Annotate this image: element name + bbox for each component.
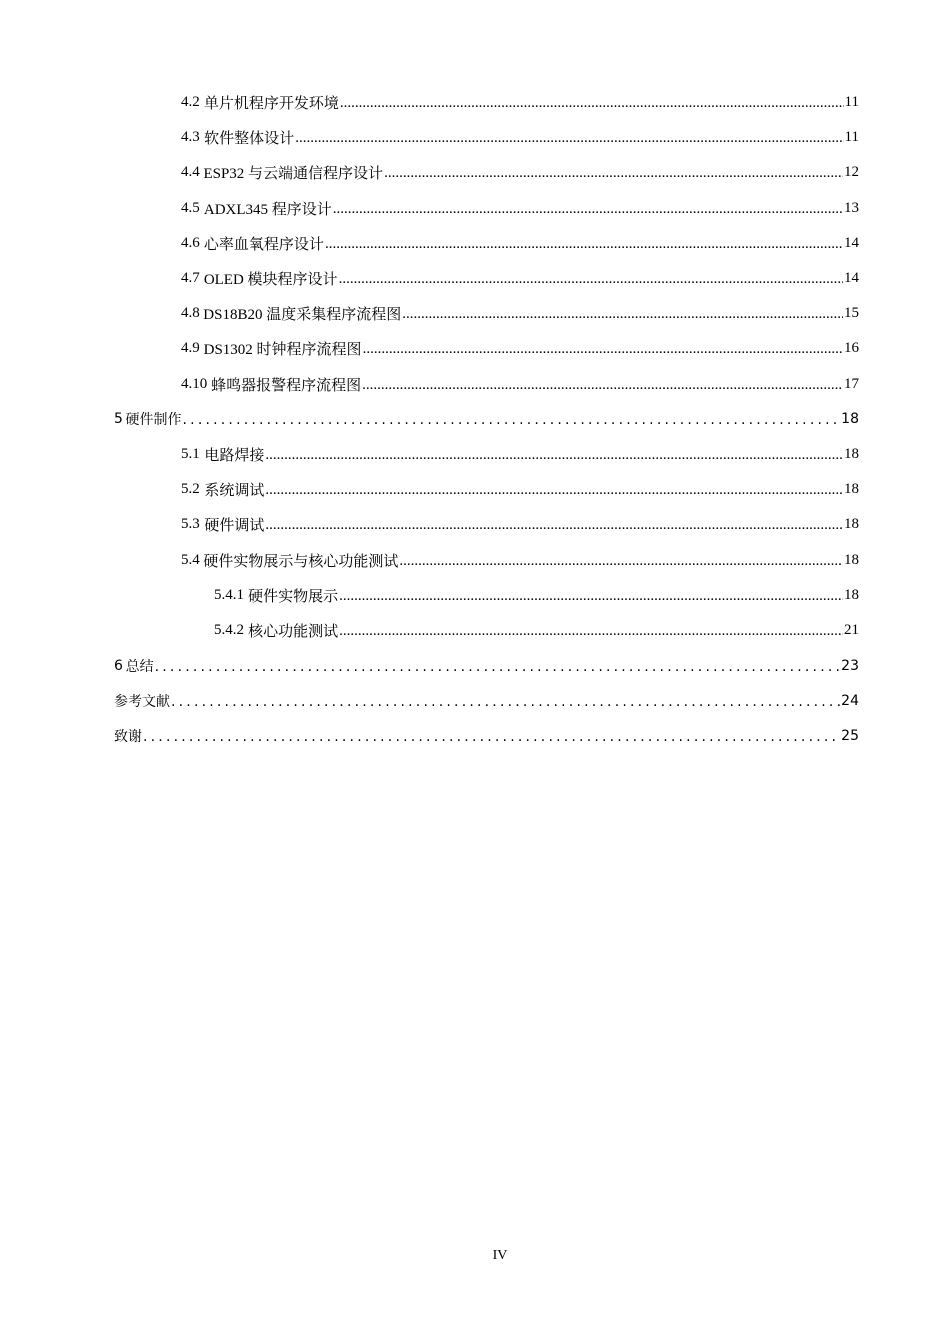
toc-entry-page-number: 23: [841, 657, 859, 674]
toc-dot-leader: [339, 589, 843, 604]
toc-entry-page-number: 21: [844, 621, 859, 638]
toc-entry[interactable]: [0, 683, 950, 718]
toc-entry-page-number: 11: [844, 129, 859, 146]
toc-entry[interactable]: [0, 472, 950, 507]
table-of-contents: [0, 85, 950, 754]
toc-dot-leader: [339, 624, 843, 639]
toc-dot-leader: [362, 378, 843, 393]
toc-entry-title: 硬件实物展示与核心功能测试: [203, 553, 399, 570]
toc-entry-title: 蜂鸣器报警程序流程图: [211, 377, 362, 394]
toc-entry-title: ESP32 与云端通信程序设计: [203, 166, 384, 183]
toc-dot-leader: [384, 166, 843, 181]
toc-entry-page-number: 15: [844, 305, 859, 322]
toc-entry-page-number: 18: [844, 445, 859, 462]
toc-dot-leader: [265, 448, 843, 463]
toc-entry[interactable]: [0, 718, 950, 753]
toc-entry-number: 4.7: [181, 270, 200, 287]
toc-entry-number: 4.9: [181, 340, 200, 357]
toc-entry[interactable]: [0, 155, 950, 190]
toc-entry-title: 致谢: [114, 728, 142, 745]
toc-entry-number: 4.6: [181, 234, 200, 251]
toc-dot-leader: [265, 483, 843, 498]
toc-entry[interactable]: [0, 578, 950, 613]
toc-entry-title: 单片机程序开发环境: [203, 96, 339, 113]
toc-entry[interactable]: [0, 331, 950, 366]
toc-dot-leader: [183, 413, 841, 427]
toc-dot-leader: [295, 131, 843, 146]
toc-entry[interactable]: [0, 648, 950, 683]
toc-entry-page-number: 18: [844, 516, 859, 533]
toc-entry-title: 心率血氧程序设计: [203, 236, 324, 253]
toc-entry-number: 5.2: [181, 481, 200, 498]
toc-entry[interactable]: [0, 367, 950, 402]
toc-dot-leader: [340, 96, 844, 111]
toc-entry[interactable]: [0, 191, 950, 226]
toc-dot-leader: [325, 237, 843, 252]
toc-entry[interactable]: [0, 542, 950, 577]
toc-entry-title: 硬件调试: [204, 518, 265, 535]
toc-entry-page-number: 14: [844, 234, 859, 251]
toc-entry[interactable]: [0, 507, 950, 542]
toc-entry-page-number: 25: [841, 727, 859, 744]
toc-entry-number: 5.4.1: [214, 586, 244, 603]
toc-entry-number: 5.3: [181, 516, 200, 533]
toc-entry-page-number: 18: [844, 586, 859, 603]
toc-dot-leader: [339, 272, 843, 287]
toc-entry-page-number: 18: [841, 411, 859, 428]
toc-dot-leader: [265, 518, 843, 533]
toc-entry-title: OLED 模块程序设计: [203, 272, 338, 289]
toc-entry-number: 5.4.2: [214, 621, 244, 638]
toc-entry-page-number: 11: [844, 94, 859, 111]
toc-entry-number: 4.3: [181, 129, 200, 146]
toc-entry-number: 6: [114, 657, 123, 674]
toc-dot-leader: [155, 660, 841, 674]
toc-entry-number: 4.5: [181, 199, 200, 216]
toc-entry-title: 总结: [125, 658, 154, 675]
page-number-footer: IV: [492, 1248, 508, 1263]
toc-entry-title: ADXL345 程序设计: [203, 201, 332, 218]
toc-dot-leader: [171, 695, 840, 709]
toc-entry-number: 4.4: [181, 164, 200, 181]
toc-entry[interactable]: [0, 226, 950, 261]
toc-entry-title: 电路焊接: [204, 447, 265, 464]
toc-entry-title: 软件整体设计: [204, 131, 295, 148]
toc-entry[interactable]: [0, 120, 950, 155]
toc-entry-number: 4.10: [181, 375, 208, 392]
toc-entry-number: 5.1: [181, 445, 200, 462]
toc-entry-page-number: 17: [844, 375, 859, 392]
toc-entry-page-number: 18: [844, 551, 859, 568]
toc-entry-title: 系统调试: [204, 483, 265, 500]
toc-entry[interactable]: [0, 296, 950, 331]
toc-entry-number: 4.2: [181, 94, 200, 111]
toc-entry-page-number: 16: [844, 340, 859, 357]
toc-entry-title: 参考文献: [114, 693, 170, 710]
toc-entry-number: 5.4: [181, 551, 200, 568]
toc-entry[interactable]: [0, 261, 950, 296]
toc-dot-leader: [402, 307, 843, 322]
toc-entry-page-number: 14: [844, 270, 859, 287]
toc-dot-leader: [143, 730, 840, 744]
toc-entry-number: 4.8: [181, 305, 200, 322]
toc-entry-page-number: 18: [844, 481, 859, 498]
toc-dot-leader: [399, 554, 843, 569]
toc-entry-page-number: 13: [844, 199, 859, 216]
toc-entry[interactable]: [0, 85, 950, 120]
toc-entry-title: 硬件实物展示: [248, 588, 339, 605]
toc-entry[interactable]: [0, 437, 950, 472]
toc-entry-number: 5: [114, 411, 123, 428]
toc-entry-title: 核心功能测试: [248, 623, 339, 640]
toc-entry-title: 硬件制作: [125, 412, 182, 429]
toc-entry-title: DS1302 时钟程序流程图: [203, 342, 362, 359]
toc-entry-page-number: 24: [841, 692, 859, 709]
toc-dot-leader: [333, 202, 843, 217]
toc-entry-page-number: 12: [844, 164, 859, 181]
toc-entry-title: DS18B20 温度采集程序流程图: [203, 307, 402, 324]
toc-entry[interactable]: [0, 402, 950, 437]
toc-dot-leader: [363, 342, 843, 357]
toc-entry[interactable]: [0, 613, 950, 648]
